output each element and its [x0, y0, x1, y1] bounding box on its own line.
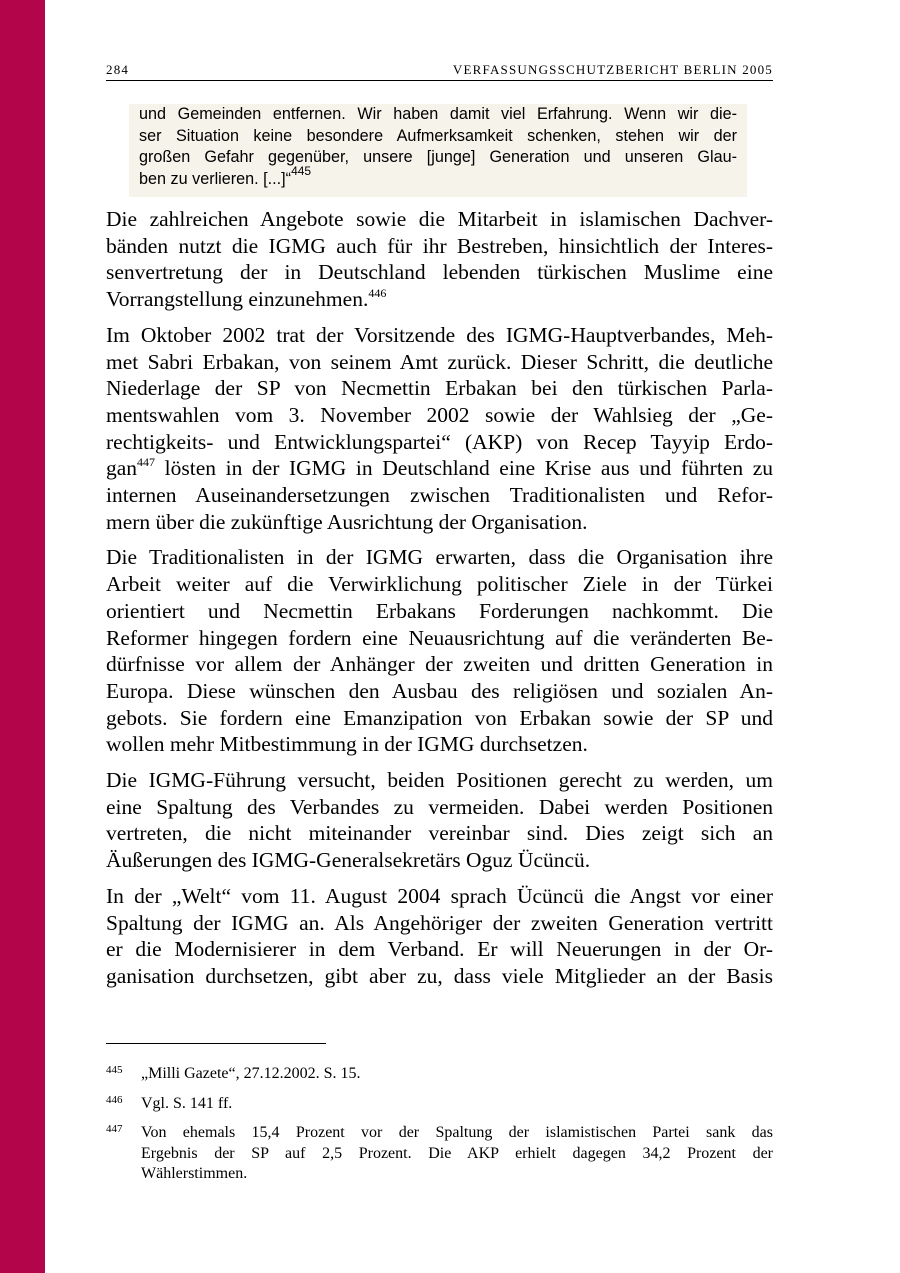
- text-line: gebots. Sie fordern eine Emanzipation von Erbakan sowie der SP und: [106, 705, 773, 730]
- footnote-text: Vgl. S. 141 ff.: [141, 1094, 233, 1112]
- footnotes: [106, 1064, 773, 1194]
- running-header: [106, 62, 773, 81]
- footnote-ref: 446: [368, 286, 387, 301]
- footnote-ref: 445: [291, 163, 312, 178]
- quote-box: [129, 104, 747, 197]
- text-line: In der „Welt“ vom 11. August 2004 sprach Ücüncü die Angst vor einer: [106, 883, 773, 908]
- text-line: wollen mehr Mitbestimmung in der IGMG durchsetzen.: [106, 732, 588, 757]
- paragraph: [106, 206, 773, 313]
- text-line: Arbeit weiter auf die Verwirklichung politischer Ziele in der Türkei: [106, 572, 773, 597]
- body-text: [106, 206, 773, 999]
- text-line: rechtigkeits- und Entwicklungspartei“ (AKP) von Recep Tayyip Erdo-: [106, 429, 773, 454]
- quote-line: großen Gefahr gegenüber, unsere [junge] Generation und unseren Glau-: [139, 148, 737, 166]
- text-line: Reformer hingegen fordern eine Neuausrichtung auf die veränderten Be-: [106, 625, 773, 650]
- footnote-divider: [106, 1043, 326, 1044]
- footnote-number: 446: [106, 1093, 123, 1106]
- text-line: orientiert und Necmettin Erbakans Forderungen nachkommt. Die: [106, 598, 773, 623]
- footnote: [106, 1123, 773, 1185]
- footnote-text: Wählerstimmen.: [141, 1165, 248, 1182]
- running-title: VERFASSUNGSSCHUTZBERICHT BERLIN 2005: [452, 62, 773, 77]
- text-line: Im Oktober 2002 trat der Vorsitzende des IGMG-Hauptverbandes, Meh-: [106, 322, 773, 347]
- text-line: Niederlage der SP von Necmettin Erbakan bei den türkischen Parla-: [106, 376, 773, 401]
- text-line: Vorrangstellung einzunehmen.$^{446}$: [106, 286, 387, 312]
- text-line: eine Spaltung des Verbandes zu vermeiden. Dabei werden Positionen: [106, 794, 773, 819]
- footnote-ref: 447: [137, 455, 156, 470]
- footnote: [106, 1064, 773, 1085]
- text-line: er die Modernisierer in dem Verband. Er will Neuerungen in der Or-: [106, 937, 773, 962]
- text-line: dürfnisse vor allem der Anhänger der zweiten und dritten Generation in: [106, 652, 773, 677]
- quote-line: ser Situation keine besondere Aufmerksamkeit schenken, stehen wir der: [139, 126, 737, 145]
- paragraph: [106, 544, 773, 758]
- text-line: met Sabri Erbakan, von seinem Amt zurück. Dieser Schritt, die deutliche: [106, 349, 773, 374]
- footnote-number: 447: [106, 1123, 123, 1135]
- footnote-text: Ergebnis der SP auf 2,5 Prozent. Die AKP erhielt dagegen 34,2 Prozent der: [141, 1144, 773, 1162]
- footnote: [106, 1094, 773, 1115]
- text-line: mentswahlen vom 3. November 2002 sowie der Wahlsieg der „Ge-: [106, 402, 773, 427]
- text-line: Die IGMG-Führung versucht, beiden Positionen gerecht zu werden, um: [106, 768, 773, 793]
- text-line: Die zahlreichen Angebote sowie die Mitarbeit in islamischen Dachver-: [106, 207, 773, 231]
- quote-line-last: ben zu verlieren. [...]“$^{445}$: [139, 163, 312, 188]
- text-line: internen Auseinandersetzungen zwischen Traditionalisten und Refor-: [106, 483, 773, 508]
- paragraph: [106, 322, 773, 536]
- text-line: mern über die zukünftige Ausrichtung der Organisation.: [106, 509, 588, 534]
- paragraph: [106, 767, 773, 874]
- text-line: ganisation durchsetzen, gibt aber zu, dass viele Mitglieder an der Basis: [106, 963, 773, 988]
- text-line: Die Traditionalisten in der IGMG erwarten, dass die Organisation ihre: [106, 545, 773, 570]
- margin-color-bar: [0, 0, 45, 1273]
- text-line: Spaltung der IGMG an. Als Angehöriger der zweiten Generation vertritt: [106, 910, 773, 935]
- text-line: gan$^{447}$ lösten in der IGMG in Deutschland eine Krise aus und führten zu: [106, 455, 773, 481]
- text-line: Äußerungen des IGMG-Generalsekretärs Oguz Ücüncü.: [106, 848, 591, 873]
- text-line: senvertretung der in Deutschland lebenden türkischen Muslime eine: [106, 260, 773, 285]
- page-number: 284: [106, 62, 130, 77]
- footnote-text: Von ehemals 15,4 Prozent vor der Spaltung der islamistischen Partei sank das: [141, 1124, 773, 1141]
- quote-line: und Gemeinden entfernen. Wir haben damit viel Erfahrung. Wenn wir die-: [139, 105, 737, 123]
- text-line: bänden nutzt die IGMG auch für ihr Bestreben, hinsichtlich der Interes-: [106, 233, 773, 258]
- paragraph: [106, 883, 773, 990]
- footnote-number: 445: [106, 1064, 123, 1076]
- text-line: Europa. Diese wünschen den Ausbau des religiösen und sozialen An-: [106, 678, 773, 703]
- text-line: vertreten, die nicht miteinander vereinbar sind. Dies zeigt sich an: [106, 821, 773, 846]
- footnote-text: „Milli Gazete“, 27.12.2002. S. 15.: [141, 1065, 361, 1082]
